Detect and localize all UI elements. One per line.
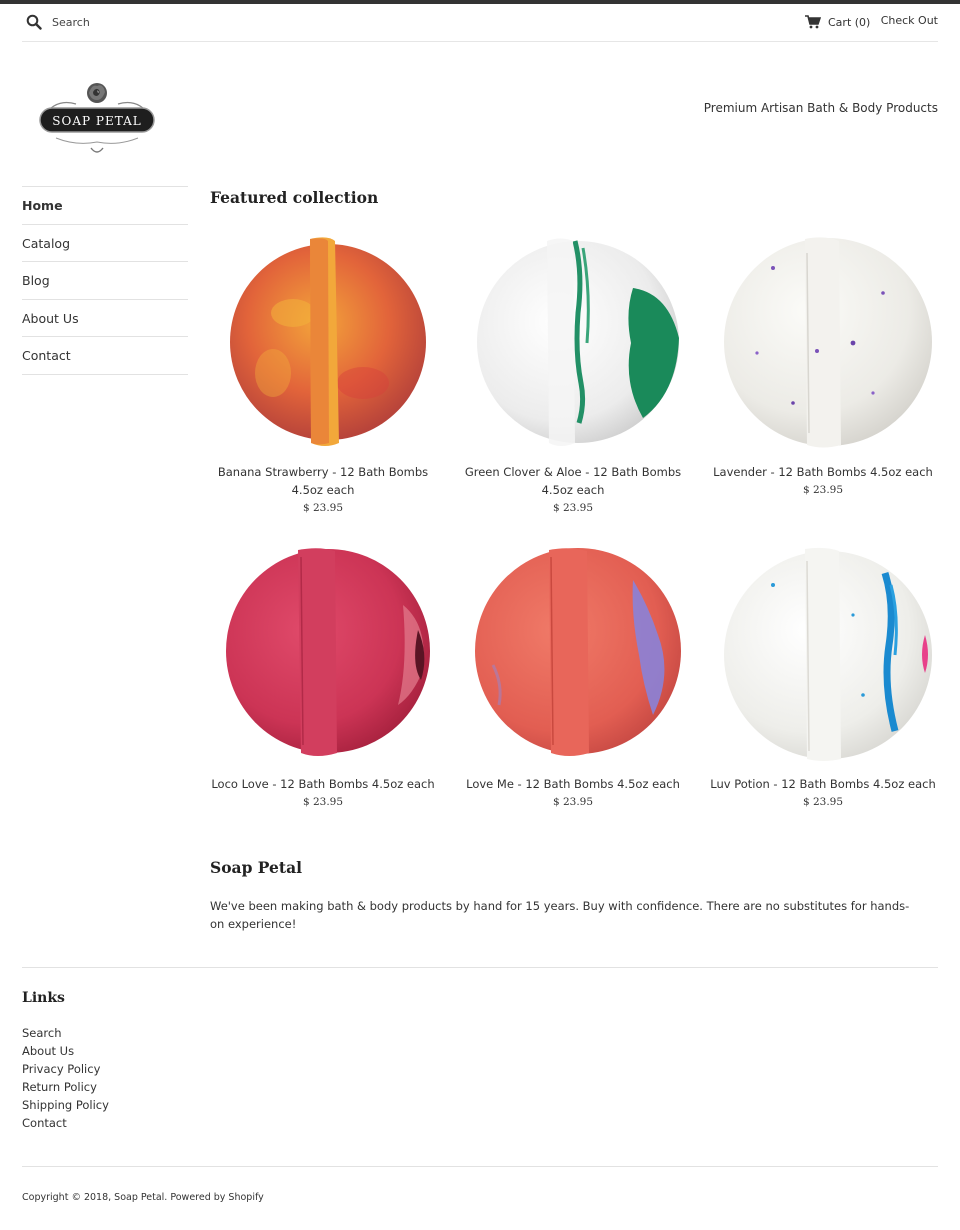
product-card[interactable] <box>458 545 688 811</box>
product-name: Lavender - 12 Bath Bombs 4.5oz each <box>713 465 933 479</box>
search-icon[interactable] <box>26 14 42 30</box>
product-price: $ 23.95 <box>302 796 344 808</box>
sidebar-item-catalog[interactable]: Catalog <box>22 225 188 263</box>
cart-link[interactable] <box>805 13 870 31</box>
about-text: We've been making bath & body products by hand for 15 years. Buy with confidence. There are no substitutes for hands-on experience! <box>210 899 910 931</box>
featured-collection-title: Featured collection <box>210 188 379 207</box>
svg-text:SOAP PETAL: SOAP PETAL <box>52 114 142 128</box>
product-card[interactable] <box>708 545 938 811</box>
cart-icon <box>805 15 821 29</box>
sidebar-item-about-us[interactable]: About Us <box>22 300 188 338</box>
sidebar-item-home[interactable]: Home <box>22 187 188 225</box>
footer-bottom-divider <box>22 1166 938 1167</box>
footer-links <box>22 1024 109 1132</box>
footer-link-contact[interactable]: Contact <box>22 1116 67 1130</box>
product-card[interactable] <box>208 233 438 517</box>
footer-link-privacy-policy[interactable]: Privacy Policy <box>22 1062 101 1076</box>
header-divider <box>22 41 938 42</box>
product-image <box>213 233 433 451</box>
search-input[interactable] <box>52 12 252 32</box>
product-price: $ 23.95 <box>552 502 594 514</box>
sidebar-item-contact[interactable]: Contact <box>22 337 188 375</box>
footer-link-search[interactable]: Search <box>22 1026 62 1040</box>
product-name: Banana Strawberry - 12 Bath Bombs 4.5oz each <box>217 465 429 497</box>
product-card[interactable] <box>208 545 438 811</box>
cart-label: Cart (0) <box>828 15 871 29</box>
product-name: Love Me - 12 Bath Bombs 4.5oz each <box>466 777 680 791</box>
footer-links-title: Links <box>22 990 65 1006</box>
about-title: Soap Petal <box>210 858 303 877</box>
footer-link-return-policy[interactable]: Return Policy <box>22 1080 97 1094</box>
product-card[interactable] <box>708 233 938 499</box>
sidebar-item-blog[interactable]: Blog <box>22 262 188 300</box>
product-image <box>463 233 683 451</box>
product-card[interactable] <box>458 233 688 517</box>
product-name: Luv Potion - 12 Bath Bombs 4.5oz each <box>710 777 936 791</box>
product-image <box>463 545 683 763</box>
product-name: Green Clover & Aloe - 12 Bath Bombs 4.5oz each <box>464 465 682 497</box>
product-price: $ 23.95 <box>302 502 344 514</box>
product-image <box>713 545 933 763</box>
footer-divider <box>22 967 938 968</box>
product-name: Loco Love - 12 Bath Bombs 4.5oz each <box>211 777 435 791</box>
product-image <box>213 545 433 763</box>
product-price: $ 23.95 <box>552 796 594 808</box>
footer-link-about-us[interactable]: About Us <box>22 1044 75 1058</box>
rose-icon <box>87 83 107 103</box>
product-price: $ 23.95 <box>802 796 844 808</box>
sidebar-nav <box>22 186 188 375</box>
product-image <box>713 233 933 451</box>
top-accent-bar <box>0 0 960 4</box>
checkout-link[interactable]: Check Out <box>880 14 938 27</box>
soap-petal-logo <box>36 78 158 158</box>
site-tagline: Premium Artisan Bath & Body Products <box>703 101 938 115</box>
footer-link-shipping-policy[interactable]: Shipping Policy <box>22 1098 109 1112</box>
product-price: $ 23.95 <box>802 484 844 496</box>
copyright-text: Copyright © 2018, Soap Petal. Powered by Shopify <box>22 1192 264 1203</box>
